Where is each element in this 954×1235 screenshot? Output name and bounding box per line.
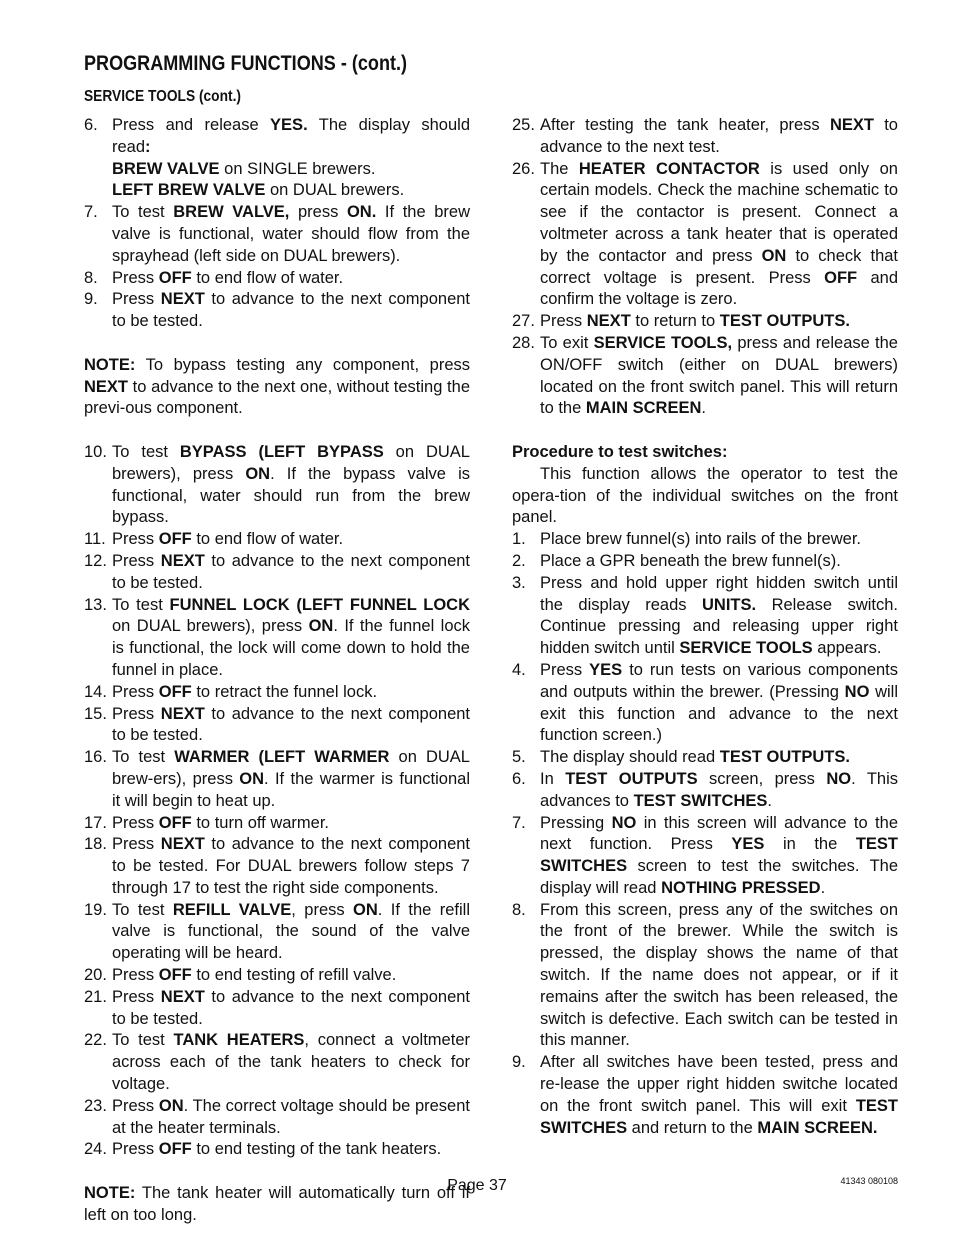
step-number: 19.: [84, 900, 107, 919]
step-number: 7.: [512, 813, 526, 832]
step-number: 9.: [84, 290, 98, 309]
step-text: Press NEXT to return to TEST OUTPUTS.: [540, 312, 850, 331]
list-item: [84, 115, 470, 202]
step-number: 15.: [84, 704, 107, 723]
step-text: Pressing NO in this screen will advance to the next function. Press YES in the TEST SWITCHES screen to test the switches. The display will read NOTHING PRESSED.: [540, 813, 898, 897]
step-text: Press OFF to end flow of water.: [112, 268, 344, 287]
step-text: Press NEXT to advance to the next component to be tested.: [112, 987, 471, 1028]
list-item: [512, 900, 898, 1053]
step-number: 13.: [84, 595, 107, 614]
step-text: Place a GPR beneath the brew funnel(s).: [540, 551, 841, 570]
list-item: [84, 704, 470, 748]
step-text: Press OFF to retract the funnel lock.: [112, 682, 378, 701]
step-text: Press OFF to end testing of the tank heaters.: [112, 1140, 442, 1159]
page-number: Page 37: [447, 1177, 507, 1194]
step-number: 16.: [84, 748, 107, 767]
left-column: [84, 115, 470, 1227]
step-text: To test FUNNEL LOCK (LEFT FUNNEL LOCK on DUAL brewers), press ON. If the funnel lock is functional, the lock will come down to hold the funnel in place.: [112, 595, 470, 679]
step-text: Place brew funnel(s) into rails of the brewer.: [540, 530, 861, 549]
note-paragraph: NOTE: The tank heater will automatically turn off if left on too long.: [84, 1184, 470, 1224]
list-item: [512, 813, 898, 900]
step-number: 26.: [512, 159, 535, 178]
step-text: Press OFF to end flow of water.: [112, 530, 344, 549]
step-number: 20.: [84, 966, 107, 985]
step-text: To test BYPASS (LEFT BYPASS on DUAL brewers), press ON. If the bypass valve is functional, water should run from the brew bypass.: [112, 442, 471, 527]
procedure-title: Procedure to test switches:: [512, 442, 728, 461]
step-number: 8.: [512, 900, 526, 919]
list-item: [84, 834, 470, 899]
step-text: The HEATER CONTACTOR is used only on certain models. Check the machine schematic to see if the contactor is present. Connect a voltmeter across a tank heater that is operated by the contactor and press ON to check that correct voltage is present. Press OFF and confirm the voltage is zero.: [540, 159, 899, 309]
list-item: [512, 115, 898, 159]
step-text: Press NEXT to advance to the next component to be tested.: [112, 704, 471, 745]
spacer: [84, 420, 470, 442]
intro-paragraph: This function allows the operator to test the opera-tion of the individual switches on the front panel.: [512, 464, 898, 527]
note-paragraph: NOTE: To bypass testing any component, press NEXT to advance to the next one, without testing the previ-ous component.: [84, 355, 470, 418]
list-item: [512, 573, 898, 660]
step-text: After all switches have been tested, press and re-lease the upper right hidden switche located on the front switch panel. This will exit TEST SWITCHES and return to the MAIN SCREEN.: [540, 1053, 898, 1137]
step-number: 3.: [512, 573, 526, 592]
step-text: To test BREW VALVE, press ON. If the brew valve is functional, water should flow from the sprayhead (left side on DUAL brewers).: [112, 203, 470, 265]
step-text: To exit SERVICE TOOLS, press and release the ON/OFF switch (either on DUAL brewers) located on the front switch panel. This will return to the MAIN SCREEN.: [540, 333, 898, 418]
step-text: To test WARMER (LEFT WARMER on DUAL brew-ers), press ON. If the warmer is functional it will begin to heat up.: [112, 748, 470, 810]
step-number: 18.: [84, 835, 107, 854]
list-item: [512, 311, 898, 333]
page-heading: PROGRAMMING FUNCTIONS - (cont.): [84, 52, 408, 75]
step-text: Press YES to run tests on various components and outputs within the brewer. (Pressing NO will exit this function and advance to the next function screen.): [540, 660, 899, 745]
document-number: 41343 080108: [840, 1176, 898, 1186]
list-item: [84, 551, 470, 595]
step-number: 8.: [84, 268, 98, 287]
step-number: 22.: [84, 1031, 107, 1050]
list-item: [84, 268, 470, 290]
step-number: 25.: [512, 116, 535, 134]
list-item: [512, 660, 898, 747]
step-text: Press OFF to turn off warmer.: [112, 813, 330, 832]
step-number: 28.: [512, 333, 535, 352]
step-text: In TEST OUTPUTS screen, press NO. This advances to TEST SWITCHES.: [540, 769, 898, 810]
list-item: [84, 1030, 470, 1095]
step-text: The display should read TEST OUTPUTS.: [540, 748, 850, 767]
step-number: 6.: [84, 116, 98, 134]
spacer: [84, 333, 470, 355]
step-number: 11.: [84, 530, 106, 549]
step-number: 21.: [84, 987, 107, 1006]
step-text: Press NEXT to advance to the next component to be tested.: [112, 551, 471, 592]
list-item: [512, 1052, 898, 1139]
list-item: [84, 442, 470, 529]
step-text: Press and hold upper right hidden switch until the display reads UNITS. Release switch. Continue pressing and releasing upper right hidden switch until SERVICE TOOLS appears.: [540, 573, 899, 658]
section-subheading: SERVICE TOOLS (cont.): [84, 88, 241, 105]
list-item: [84, 747, 470, 812]
list-item: [512, 159, 898, 312]
step-text: Press ON. The correct voltage should be present at the heater terminals.: [112, 1096, 470, 1137]
step-text: From this screen, press any of the switches on the front of the brewer. While the switch is pressed, the display shows the name of that switch. If the name does not appear, or if it remains after the switch has been released, the switch is defective. Each switch can be tested in this manner.: [540, 900, 898, 1050]
list-item: [512, 529, 898, 551]
step-number: 2.: [512, 551, 526, 570]
list-item: [84, 813, 470, 835]
step-number: 23.: [84, 1096, 107, 1115]
list-item: [84, 202, 470, 267]
list-item: [512, 551, 898, 573]
step-number: 12.: [84, 551, 107, 570]
list-item: [512, 769, 898, 813]
step-number: 17.: [84, 813, 107, 832]
step-number: 5.: [512, 748, 526, 767]
step-text: After testing the tank heater, press NEXT to advance to the next test.: [540, 116, 898, 156]
list-item: [84, 1096, 470, 1140]
list-item: [84, 595, 470, 682]
list-item: [512, 747, 898, 769]
list-item: [84, 1139, 470, 1161]
step-number: 1.: [512, 530, 526, 549]
step-text: To test REFILL VALVE, press ON. If the refill valve is functional, the sound of the valve operating will be heard.: [112, 900, 470, 963]
step-number: 14.: [84, 682, 107, 701]
step-text: Press NEXT to advance to the next component to be tested.: [112, 290, 471, 331]
step-number: 10.: [84, 442, 107, 461]
step-number: 9.: [512, 1053, 526, 1072]
step-number: 7.: [84, 203, 98, 222]
list-item: [84, 965, 470, 987]
step-text: Press NEXT to advance to the next component to be tested. For DUAL brewers follow steps 7 through 17 to test the right side components.: [112, 835, 471, 897]
list-item: [84, 987, 470, 1031]
step-number: 4.: [512, 660, 526, 679]
list-item: [84, 289, 470, 333]
list-item: [512, 333, 898, 420]
step-number: 6.: [512, 769, 526, 788]
spacer: [512, 420, 898, 442]
step-number: 27.: [512, 312, 535, 331]
step-number: 24.: [84, 1140, 107, 1159]
list-item: [84, 900, 470, 965]
step-text: To test TANK HEATERS, connect a voltmeter across each of the tank heaters to check for voltage.: [112, 1031, 470, 1094]
step-text: Press and release YES. The display should read: BREW VALVE on SINGLE brewers. LEFT BREW VALVE on DUAL brewers.: [112, 116, 470, 200]
list-item: [84, 529, 470, 551]
right-column: [512, 115, 898, 1139]
list-item: [84, 682, 470, 704]
step-text: Press OFF to end testing of refill valve.: [112, 966, 397, 985]
